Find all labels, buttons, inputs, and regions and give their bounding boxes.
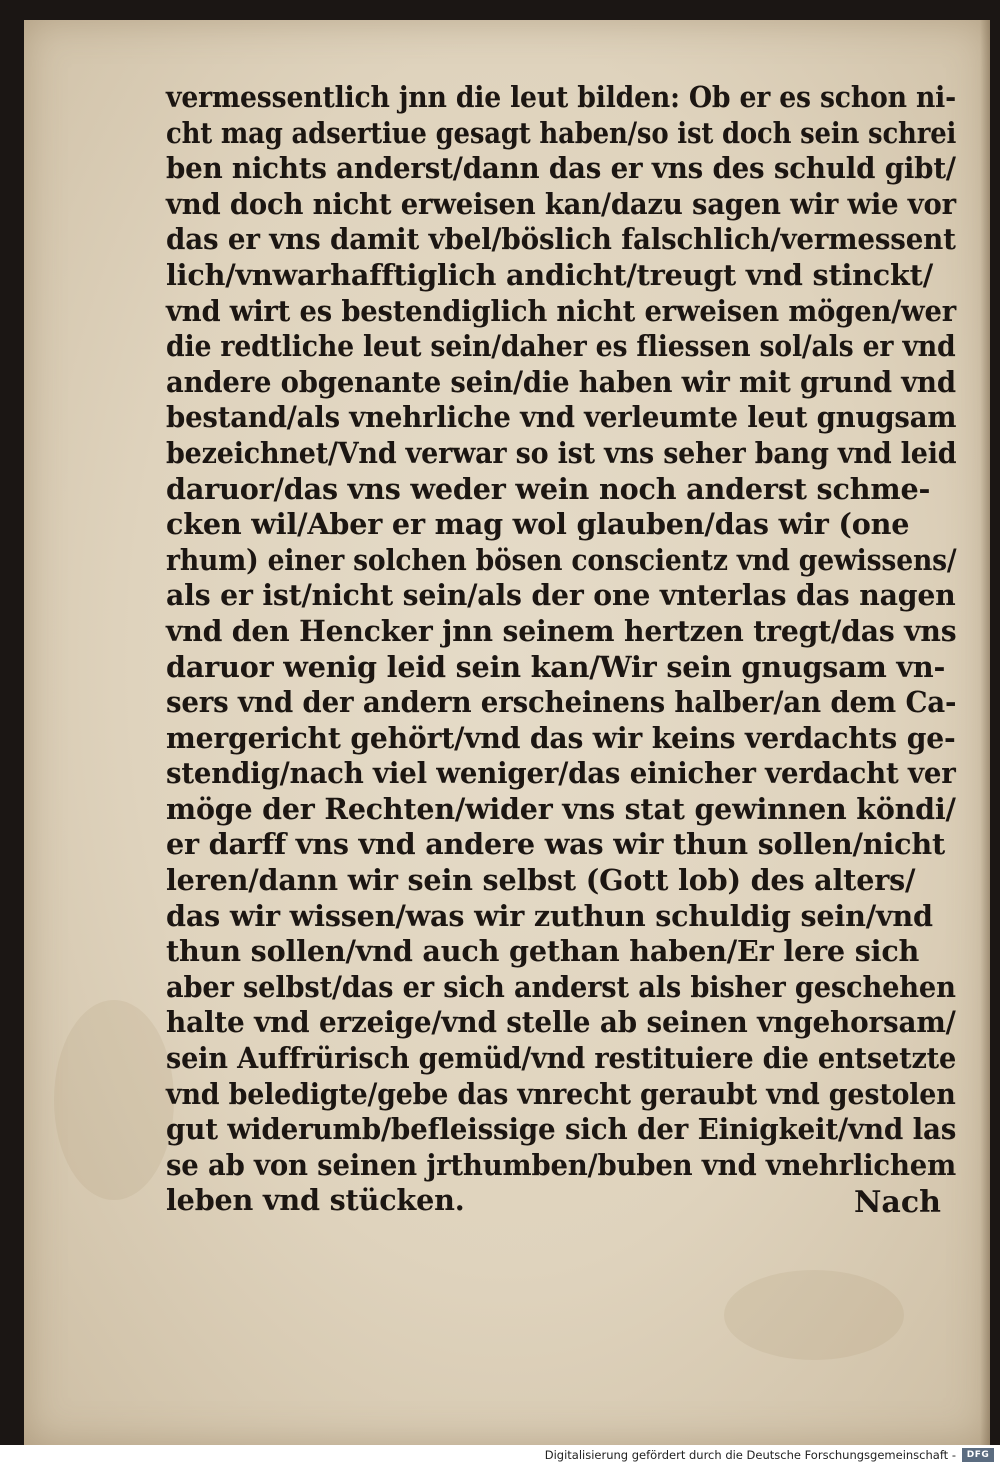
text-line: sein Auffrürisch gemüd/vnd restituiere die entsetzte bbox=[166, 1041, 957, 1076]
text-line: vnd den Hencker jnn seinem hertzen tregt/das vns bbox=[166, 613, 957, 648]
text-line: das wir wissen/was wir zuthun schuldig sein/vnd bbox=[166, 898, 933, 933]
dfg-logo: DFG bbox=[962, 1448, 994, 1462]
text-line: mergericht gehört/vnd das wir keins verdachts ge- bbox=[166, 720, 956, 755]
text-line: bezeichnet/Vnd verwar so ist vns seher bang vnd leid bbox=[166, 435, 957, 470]
text-line: aber selbst/das er sich anderst als bisher geschehen bbox=[166, 969, 956, 1004]
text-line: daruor wenig leid sein kan/Wir sein gnugsam vn- bbox=[166, 649, 946, 684]
text-line: halte vnd erzeige/vnd stelle ab seinen vngehorsam/ bbox=[166, 1005, 956, 1040]
text-line: vnd beledigte/gebe das vnrecht geraubt vnd gestolen bbox=[166, 1076, 956, 1111]
text-line: thun sollen/vnd auch gethan haben/Er lere sich bbox=[166, 934, 920, 969]
text-line: lich/vnwarhafftiglich andicht/treugt vnd stinckt/ bbox=[166, 257, 933, 292]
page-edge-shadow bbox=[980, 20, 990, 1445]
text-line: die redtliche leut sein/daher es fliessen sol/als er vnd bbox=[166, 329, 956, 364]
paper-stain bbox=[724, 1270, 904, 1360]
text-line: bestand/als vnehrliche vnd verleumte leut gnugsam bbox=[166, 400, 957, 435]
catchword: Nach bbox=[854, 1185, 941, 1220]
text-line: cken wil/Aber er mag wol glauben/das wir (one bbox=[166, 507, 910, 542]
text-line: vermessentlich jnn die leut bilden: Ob er es schon ni- bbox=[166, 80, 957, 114]
text-line: gut widerumb/befleissige sich der Einigkeit/vnd las bbox=[166, 1112, 957, 1147]
text-line: se ab von seinen jrthumben/buben vnd vnehrlichem bbox=[166, 1147, 956, 1182]
text-line: vnd doch nicht erweisen kan/dazu sagen wir wie vor bbox=[166, 186, 956, 221]
text-line: cht mag adsertiue gesagt haben/so ist doch sein schrei bbox=[166, 115, 957, 150]
text-line: sers vnd der andern erscheinens halber/an dem Ca- bbox=[166, 685, 957, 720]
footer-bar bbox=[0, 1445, 1000, 1465]
text-line: andere obgenante sein/die haben wir mit grund vnd bbox=[166, 364, 956, 399]
text-line: vnd wirt es bestendiglich nicht erweisen mögen/wer bbox=[166, 293, 956, 328]
text-line: das er vns damit vbel/böslich falschlich/vermessent bbox=[166, 222, 956, 257]
paper-stain bbox=[54, 1000, 174, 1200]
footer-credit: Digitalisierung gefördert durch die Deutsche Forschungsgemeinschaft - bbox=[544, 1448, 956, 1462]
body-text bbox=[166, 80, 966, 1219]
text-line: möge der Rechten/wider vns stat gewinnen köndi/ bbox=[166, 791, 956, 826]
text-line: leren/dann wir sein selbst (Gott lob) des alters/ bbox=[166, 863, 916, 898]
text-line: ben nichts anderst/dann das er vns des schuld gibt/ bbox=[166, 151, 956, 186]
text-line: als er ist/nicht sein/als der one vnterlas das nagen bbox=[166, 578, 956, 613]
text-line: rhum) einer solchen bösen conscientz vnd gewissens/ bbox=[166, 542, 957, 577]
text-line: leben vnd stücken. bbox=[166, 1183, 465, 1218]
text-line: daruor/das vns weder wein noch anderst schme- bbox=[166, 471, 931, 506]
text-line: stendig/nach viel weniger/das einicher verdacht ver bbox=[166, 756, 956, 791]
text-line: er darff vns vnd andere was wir thun sollen/nicht bbox=[166, 827, 946, 862]
book-page bbox=[24, 20, 990, 1445]
